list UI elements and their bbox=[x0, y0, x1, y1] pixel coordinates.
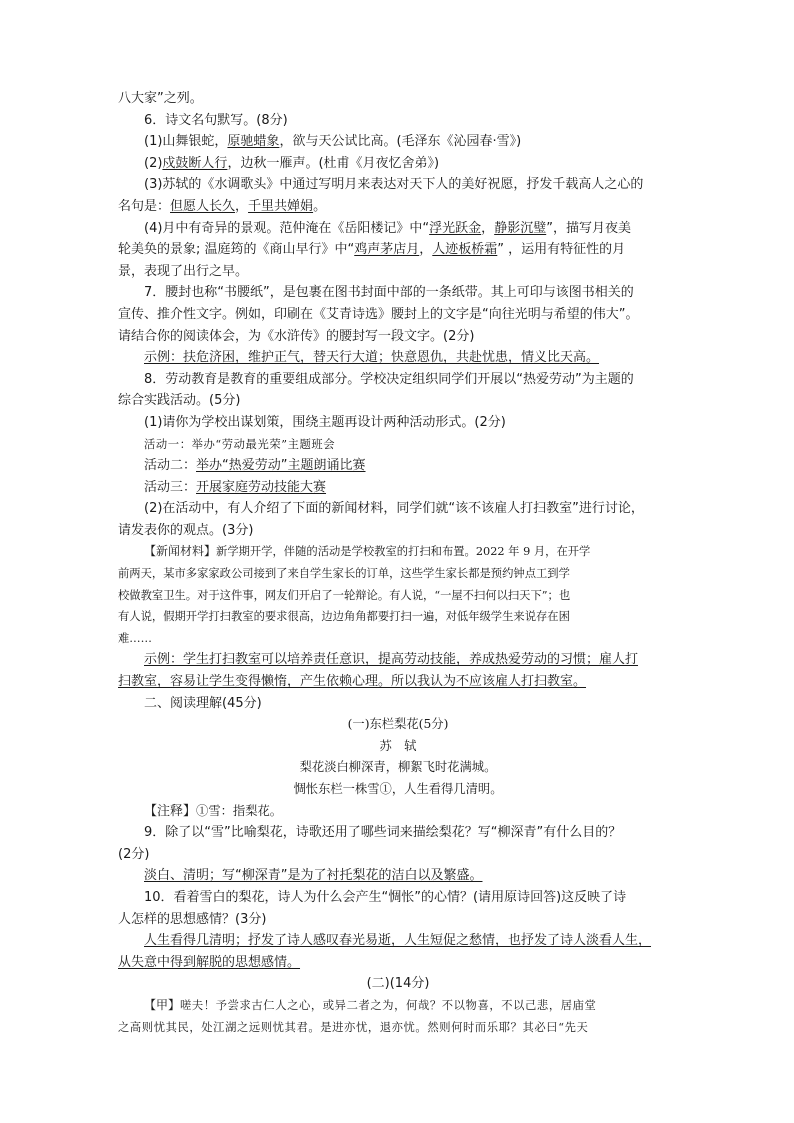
answer-span: 人迹板桥霜 bbox=[432, 242, 498, 258]
text-span: ” ，运用有特征性的月 bbox=[497, 242, 626, 258]
news-line bbox=[118, 541, 678, 563]
answer-span: 静影沉璧 bbox=[494, 220, 547, 236]
news-line: 难…… bbox=[118, 631, 152, 645]
answer-line: 从失意中得到解脱的思想感情。 bbox=[118, 954, 301, 970]
poem-line: 梨花淡白柳深青，柳絮飞时花满城。 bbox=[299, 760, 497, 775]
news-material bbox=[118, 541, 678, 649]
answer-span: 开展家庭劳动技能大赛 bbox=[196, 479, 327, 495]
text-span: ， bbox=[481, 220, 495, 236]
note-label: 【注释】 bbox=[144, 803, 197, 819]
text-line: 宣传、推介性文字。例如，印刷在《艾青诗选》腰封上的文字是“向往光明与希望的伟大”。 bbox=[118, 306, 639, 322]
text-span: (4)月中有奇异的景观。范仲淹在《岳阳楼记》中“ bbox=[144, 220, 430, 236]
answer-line: 人生看得几清明；抒发了诗人感叹春光易逝，人生短促之愁情，也抒发了诗人淡看人生， bbox=[144, 933, 652, 949]
poem-author: 苏 轼 bbox=[379, 738, 417, 753]
text-line bbox=[118, 131, 678, 153]
text-line: 请结合你的阅读体会，为《水浒传》的腰封写一段文字。(2分) bbox=[118, 328, 475, 344]
poem-title: (一)东栏梨花(5分) bbox=[347, 717, 449, 732]
text-span: (2) bbox=[144, 155, 163, 171]
question-8-heading: 8．劳动教育是教育的重要组成部分。学校决定组织同学们开展以“热爱劳动”为主题的 bbox=[144, 371, 634, 387]
text-span: 活动三： bbox=[144, 479, 197, 495]
text-span: ， bbox=[235, 198, 249, 214]
news-line: 校做教室卫生。对于这件事，网友们开启了一轮辩论。有人说，“一屋不扫何以扫天下”；也 bbox=[118, 588, 571, 602]
answer-span: 千里共婵娟 bbox=[248, 198, 314, 214]
answer-line: 扫教室，容易让学生变得懒惰，产生依赖心理。所以我认为不应该雇人打扫教室。 bbox=[118, 674, 587, 690]
answer-span: 原驰蜡象 bbox=[227, 134, 280, 150]
text-line bbox=[118, 153, 678, 175]
text-line bbox=[118, 218, 678, 240]
section-heading: 二、阅读理解(45分) bbox=[144, 695, 262, 711]
answer-span: 鸡声茅店月 bbox=[354, 242, 420, 258]
note-line bbox=[118, 801, 678, 823]
text-span: (1)山舞银蛇， bbox=[144, 134, 228, 150]
text-span: ，欲与天公试比高。(毛泽东《沁园春·雪》) bbox=[279, 134, 522, 150]
question-6-heading: 6．诗文名句默写。(8分) bbox=[144, 112, 288, 128]
answer-line: 示例：学生打扫教室可以培养责任意识，提高劳动技能，养成热爱劳动的习惯；雇人打 bbox=[144, 652, 639, 668]
text-line: 综合实践活动。(5分) bbox=[118, 393, 241, 409]
text-line: 景，表现了出行之早。 bbox=[118, 263, 249, 279]
text-line: (1)请你为学校出谋划策，围绕主题再设计两种活动形式。(2分) bbox=[144, 414, 506, 430]
question-7-heading: 7．腰封也称“书腰纸”，是包裹在图书封面中部的一条纸带。其上可印与该图书相关的 bbox=[144, 285, 634, 301]
text-line: (2分) bbox=[118, 846, 150, 862]
question-9-heading: 9．除了以“雪”比喻梨花，诗歌还用了哪些词来描绘梨花？写“柳深青”有什么目的？ bbox=[144, 825, 622, 841]
activity-1: 活动一：举办“劳动最光荣”主题班会 bbox=[144, 437, 336, 451]
answer-span: 但愿人长久 bbox=[170, 198, 236, 214]
text-span: 轮美奂的景象; 温庭筠的《商山早行》中“ bbox=[118, 242, 355, 258]
text-span: ， bbox=[419, 242, 433, 258]
activity-2 bbox=[118, 455, 678, 477]
poem-line: 惆怅东栏一株雪①，人生看得几清明。 bbox=[293, 782, 503, 796]
news-line: 有人说，假期开学打扫教室的要求很高，边边角角都要打扫一遍，对低年级学生来说存在困 bbox=[118, 610, 570, 624]
text-span: ”，描写月夜美 bbox=[546, 220, 631, 236]
text-span: 名句是： bbox=[118, 198, 171, 214]
answer-line: 淡白、清明；写“柳深青”是为了衬托梨花的洁白以及繁盛。 bbox=[144, 868, 483, 884]
text-line: 八大家”之列。 bbox=[118, 91, 203, 106]
text-span: 。 bbox=[313, 198, 327, 214]
text-span: 新学期开学，伴随的活动是学校教室的打扫和布置。2022 年 9 月，在开学 bbox=[216, 545, 591, 559]
news-line: 前两天，某市多家家政公司接到了来自学生家长的订单，这些学生家长都是预约钟点工到学 bbox=[118, 567, 570, 581]
text-span: 活动二： bbox=[144, 458, 197, 474]
text-line: 请发表你的观点。(3分) bbox=[118, 522, 254, 538]
answer-line: 示例：扶危济困，维护正气，替天行大道；快意恩仇，共赴忧患，情义比天高。 bbox=[144, 350, 600, 366]
text-line bbox=[118, 239, 678, 261]
text-line: 人怎样的思想感情？(3分) bbox=[118, 911, 267, 927]
document-page bbox=[118, 88, 678, 1038]
passage-label: 【甲】 bbox=[144, 997, 181, 1012]
classical-text-line bbox=[118, 995, 678, 1017]
question-10-heading: 10．看着雪白的梨花，诗人为什么会产生“惆怅”的心情？(请用原诗回答)这反映了诗 bbox=[144, 889, 627, 905]
text-span: 嗟夫！予尝求古仁人之心，或异二者之为，何哉？不以物喜，不以己悲，居庙堂 bbox=[180, 998, 597, 1012]
answer-span: 举办“热爱劳动”主题朗诵比赛 bbox=[196, 458, 366, 474]
news-label: 【新闻材料】 bbox=[144, 544, 217, 559]
text-line: (3)苏轼的《水调歌头》中通过写明月来表达对天下人的美好祝愿，抒发千载高人之心的 bbox=[144, 177, 644, 193]
text-line bbox=[118, 196, 678, 218]
text-span: ，边秋一雁声。(杜甫《月夜忆舍弟》) bbox=[227, 155, 440, 171]
note-text: ①雪：指梨花。 bbox=[196, 803, 283, 818]
answer-span: 浮光跃金 bbox=[429, 220, 482, 236]
section-subheading: (二)(14分) bbox=[366, 976, 430, 992]
text-line: (2)在活动中，有人介绍了下面的新闻材料，同学们就“该不该雇人打扫教室”进行讨论， bbox=[144, 501, 644, 517]
answer-span: 戍鼓断人行 bbox=[162, 155, 228, 171]
classical-text-line: 之高则忧其民，处江湖之远则忧其君。是进亦忧，退亦忧。然则何时而乐耶？其必曰“先天 bbox=[118, 1020, 589, 1034]
activity-3 bbox=[118, 477, 678, 499]
